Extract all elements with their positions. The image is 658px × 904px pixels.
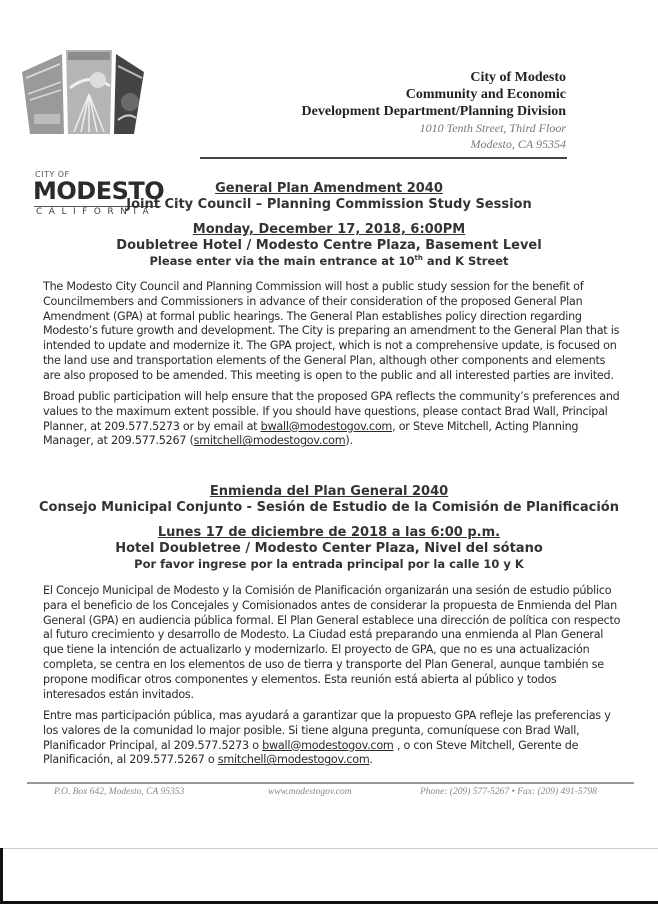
english-entrance: [0, 254, 658, 268]
footer-website[interactable]: www.modestogov.com: [268, 787, 352, 797]
spanish-date: Lunes 17 de diciembre de 2018 a las 6:00 p.m.: [157, 525, 501, 540]
city-seal-panels-icon: [18, 42, 148, 134]
english-date: Monday, December 17, 2018, 6:00PM: [192, 222, 466, 237]
footer-po-box: P.O. Box 642, Modesto, CA 95353: [54, 787, 185, 797]
paragraph-text: , o con Steve Mitchell, Gerente de Planificación, al 209.577.5267 o: [43, 738, 579, 767]
spanish-location: Hotel Doubletree / Modesto Center Plaza, Nivel del sótano: [115, 541, 543, 556]
english-paragraph-1: The Modesto City Council and Planning Commission will host a public study session for the benefit of Councilmembers and Commissioners in advance of their consideration of the proposed General Plan Amendment (GPA) at formal public hearings. The General Plan establishes policy direction regarding Modesto’s future growth and development. The City is preparing an amendment to the General Plan that is intended to update and modernize it. The GPA project, which is not a comprehensive update, is focused on the land use and transportation elements of the General Plan, although other components and elements are also proposed to be amended. This meeting is open to the public and all interested parties are invited.: [43, 280, 620, 382]
spanish-paragraph-2: [43, 709, 621, 768]
paragraph-text: Broad public participation will help ensure that the proposed GPA reflects the community’s preferences and values to the maximum extent possible. If you should have questions, please contact Brad Wall, Principal Planner, at 209.577.5273 or by email at: [43, 390, 620, 433]
english-title: General Plan Amendment 2040: [215, 181, 443, 196]
spanish-paragraph-1: El Concejo Municipal de Modesto y la Comisión de Planificación organizarán una sesión de estudio público para el beneficio de los Concejales y Comisionados antes de considerar la propuesta de Enmienda del Plan General (GPA) en audiencia pública formal. El Plan General establece una dirección de política con respecto al futuro crecimiento y desarrollo de Modesto. La Ciudad está preparando una enmienda al Plan General que tiene la intención de actualizarlo y modernizarlo. El proyecto de GPA, que no es una actualización completa, se centra en los elementos de uso de tierra y transporte del Plan General, aunque también se propone modificar otros componentes y elementos. Esta reunión está abierta al público y todos interesados están invitados.: [43, 584, 621, 701]
city-logo: [18, 42, 165, 217]
paragraph-text: .: [369, 753, 373, 767]
scan-edge-left: [0, 848, 3, 904]
letterhead-city: City of Modesto: [470, 70, 566, 85]
letterhead-divider: [200, 157, 567, 159]
logo-state: CALIFORNIA: [36, 207, 156, 217]
email-link-bwall[interactable]: bwall@modestogov.com: [260, 419, 393, 433]
logo-city-of: CITY OF: [35, 170, 70, 179]
entrance-superscript: th: [414, 254, 423, 263]
paragraph-text: , or Steve Mitchell, Acting Planning Manager, at 209.577.5267 (: [43, 419, 579, 448]
email-link-smitchell[interactable]: smitchell@modestogov.com: [217, 753, 370, 767]
logo-wordmark: MODESTO: [33, 177, 165, 205]
letterhead: [302, 69, 566, 152]
english-subtitle: Joint City Council – Planning Commission Study Session: [126, 197, 532, 212]
letterhead-dept-1: Community and Economic: [405, 87, 566, 102]
entrance-text-end: and K Street: [422, 254, 509, 268]
letterhead-address-1: 1010 Tenth Street, Third Floor: [419, 121, 566, 135]
footer-phone-fax: Phone: (209) 577-5267 • Fax: (209) 491-5798: [420, 787, 597, 797]
footer-divider: [27, 782, 634, 784]
email-link-bwall[interactable]: bwall@modestogov.com: [262, 738, 394, 752]
spanish-entrance: Por favor ingrese por la entrada principal por la calle 10 y K: [134, 557, 524, 571]
english-paragraph-2: [43, 390, 621, 449]
english-location: Doubletree Hotel / Modesto Centre Plaza, Basement Level: [116, 238, 542, 253]
spanish-title: Enmienda del Plan General 2040: [209, 484, 449, 499]
spanish-subtitle: Consejo Municipal Conjunto - Sesión de Estudio de la Comisión de Planificación: [38, 500, 619, 515]
paragraph-text: Entre mas participación pública, mas ayudará a garantizar que la propuesto GPA refleje las preferencias y los valores de la comunidad lo major posible. Si tiene alguna pregunta, comuníquese con Brad Wall, Planificador Principal, al 209.577.5273 o: [43, 709, 611, 752]
letterhead-address-2: Modesto, CA 95354: [470, 137, 566, 151]
email-link-smitchell[interactable]: smitchell@modestogov.com: [193, 434, 346, 448]
entrance-text: Please enter via the main entrance at 10: [149, 254, 415, 268]
paragraph-text: ).: [345, 434, 353, 448]
scan-edge-line: [0, 848, 658, 849]
letterhead-dept-2: Development Department/Planning Division: [301, 104, 566, 119]
